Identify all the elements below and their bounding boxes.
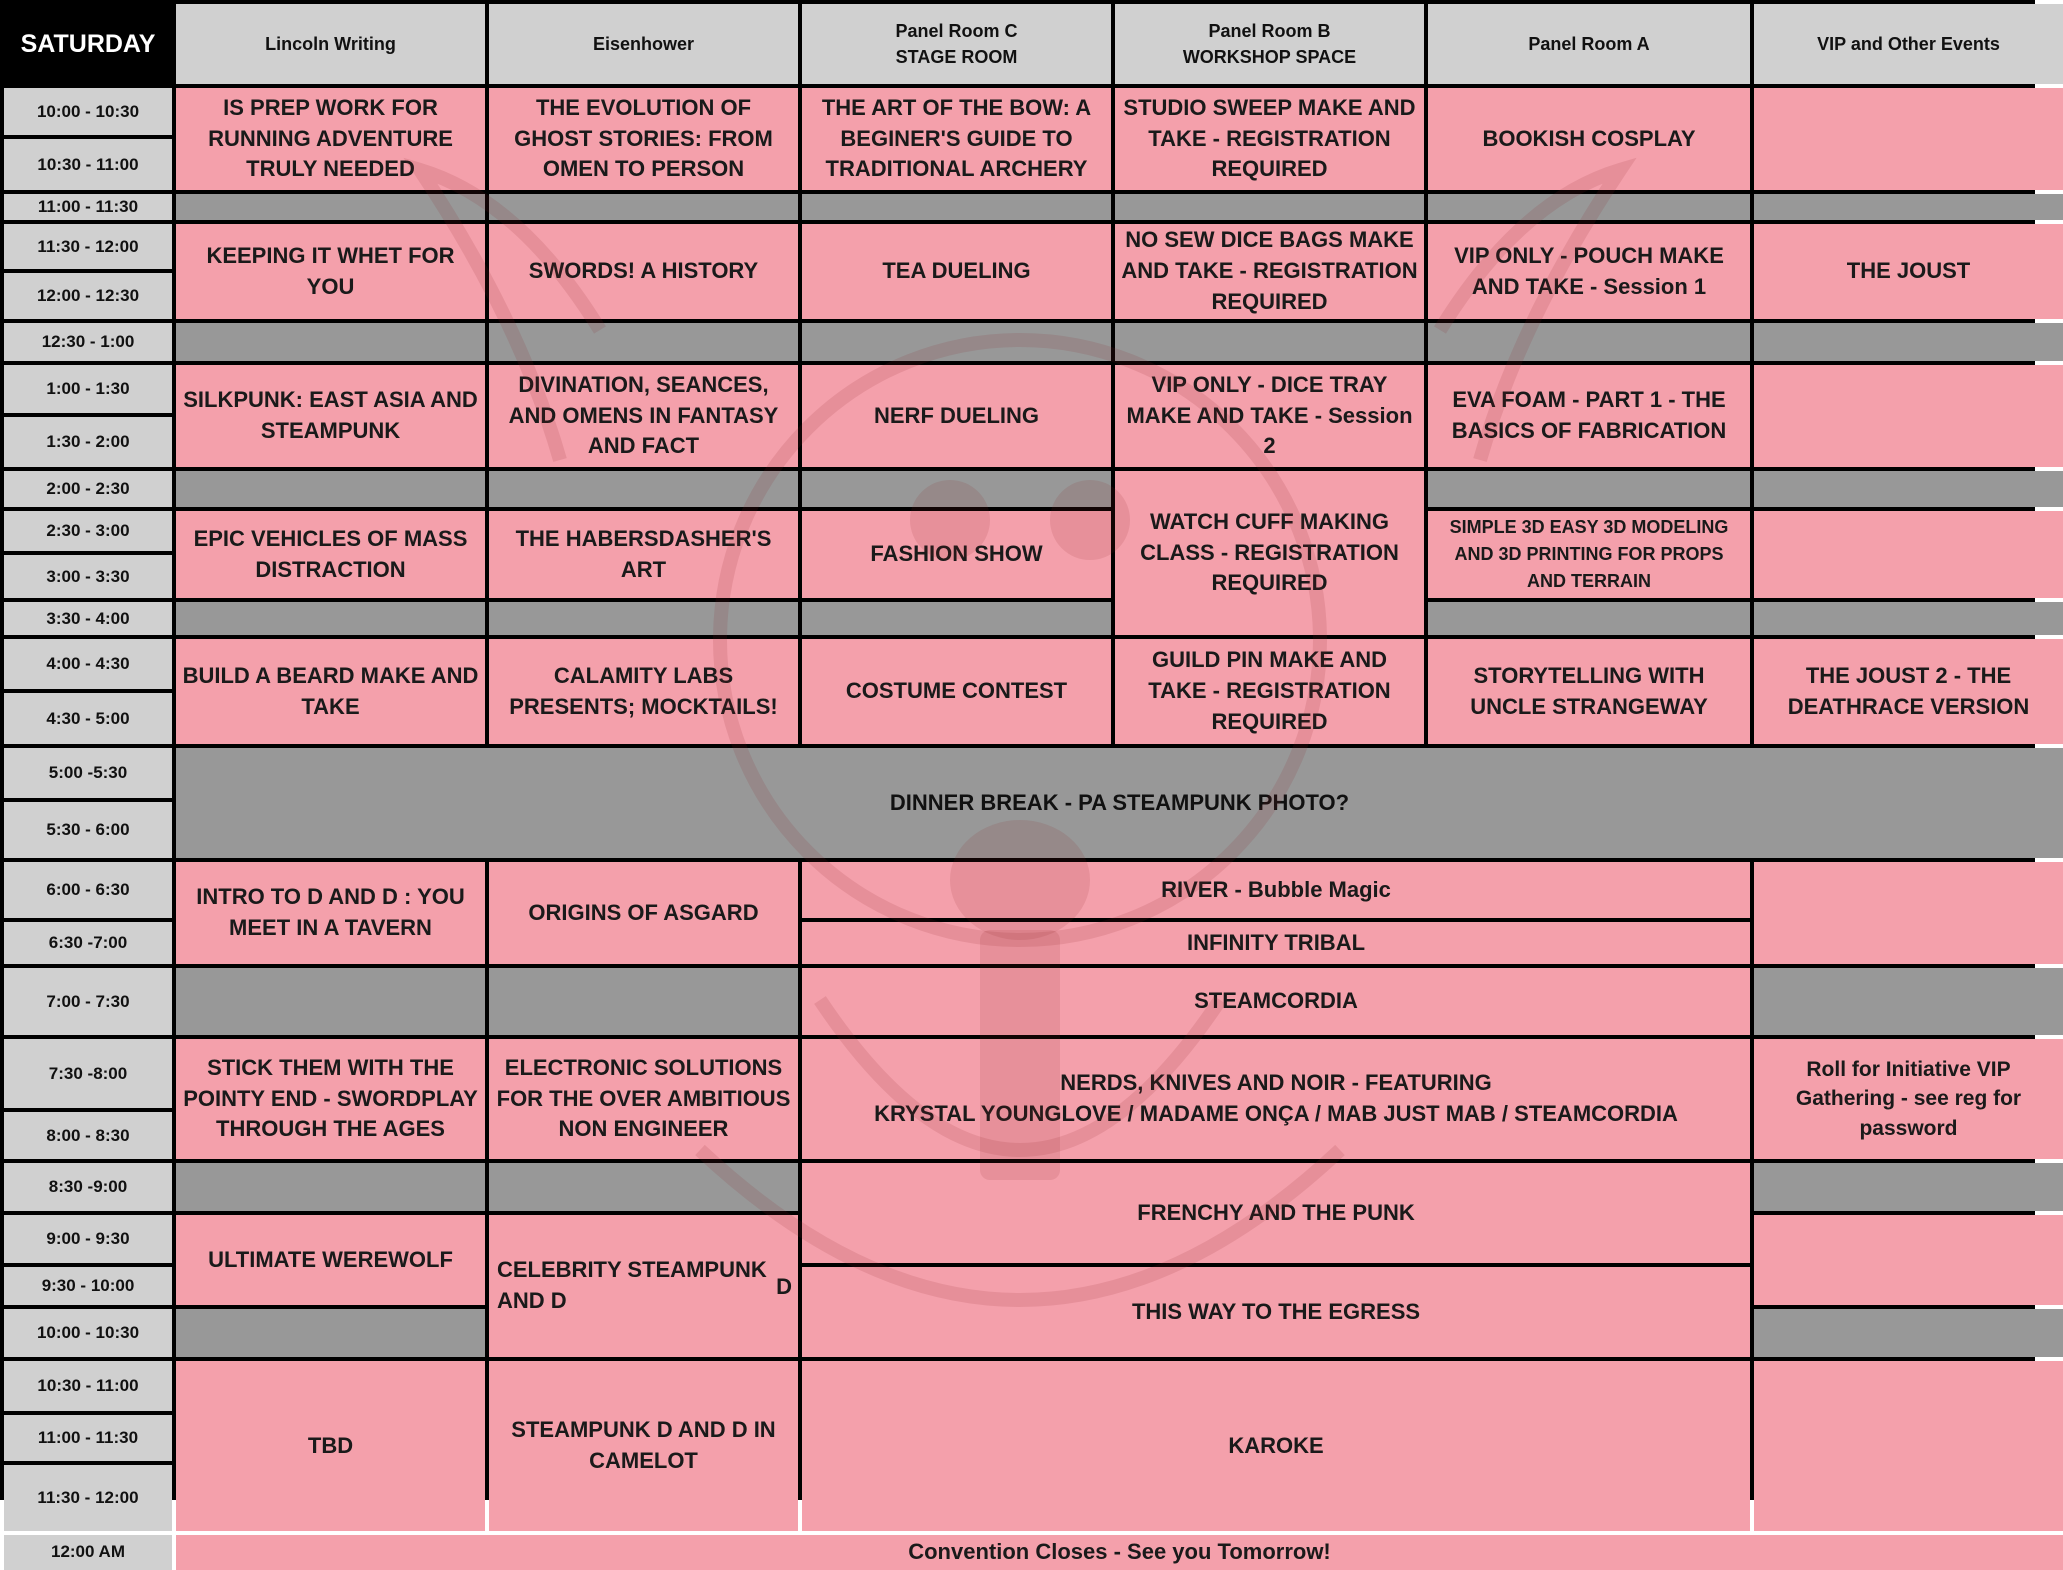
time-slot: 12:30 - 1:00 [4,323,172,361]
break-slot [1754,602,2063,635]
event-tbd: TBD [176,1361,485,1531]
room-header-panel-a: Panel Room A [1428,4,1750,84]
day-label: SATURDAY [4,4,172,84]
break-slot [176,602,485,635]
event-beard-make: BUILD A BEARD MAKE AND TAKE [176,639,485,744]
break-slot [489,471,798,507]
event-bookish-cosplay: BOOKISH COSPLAY [1428,88,1750,190]
time-slot: 11:30 - 12:00 [4,224,172,269]
break-slot [1428,323,1750,361]
event-frenchy: FRENCHY AND THE PUNK [802,1163,1750,1263]
empty-slot [1754,511,2063,598]
event-guild-pin: GUILD PIN MAKE AND TAKE - REGISTRATION REQUIRED [1115,639,1424,744]
room-header-vip: VIP and Other Events [1754,4,2063,84]
break-slot [802,471,1111,507]
break-slot [1754,323,2063,361]
break-slot [489,194,798,220]
break-slot [1428,194,1750,220]
time-slot: 8:00 - 8:30 [4,1112,172,1159]
break-slot [1754,968,2063,1035]
break-slot [802,323,1111,361]
break-slot [1754,471,2063,507]
event-karoke: KAROKE [802,1361,1750,1531]
event-ghost-stories: THE EVOLUTION OF GHOST STORIES: FROM OMEN TO PERSON [489,88,798,190]
break-slot [176,194,485,220]
convention-closes: Convention Closes - See you Tomorrow! [176,1535,2063,1570]
time-slot: 7:00 - 7:30 [4,968,172,1035]
event-joust-2: THE JOUST 2 - THE DEATHRACE VERSION [1754,639,2063,744]
time-slot: 11:00 - 11:30 [4,194,172,220]
event-storytelling: STORYTELLING WITH UNCLE STRANGEWAY [1428,639,1750,744]
event-prep-work: IS PREP WORK FOR RUNNING ADVENTURE TRULY NEEDED [176,88,485,190]
time-slot: 1:30 - 2:00 [4,417,172,467]
event-celebrity-title: CELEBRITY STEAMPUNK AND D [497,1257,767,1313]
time-slot: 5:00 -5:30 [4,748,172,798]
time-slot: 1:00 - 1:30 [4,365,172,413]
event-epic-vehicles: EPIC VEHICLES OF MASS DISTRACTION [176,511,485,598]
break-slot [802,194,1111,220]
empty-slot [1754,88,2063,190]
event-celebrity [489,1215,798,1357]
break-slot [802,602,1111,635]
event-intro-dnd: INTRO TO D AND D : YOU MEET IN A TAVERN [176,862,485,964]
event-eva-foam: EVA FOAM - PART 1 - THE BASICS OF FABRICATION [1428,365,1750,467]
empty-slot [1754,1215,2063,1305]
event-electronic: ELECTRONIC SOLUTIONS FOR THE OVER AMBITIOUS NON ENGINEER [489,1039,798,1159]
break-slot [1754,1163,2063,1211]
event-nerds-knives: NERDS, KNIVES AND NOIR - FEATURING KRYSTAL YOUNGLOVE / MADAME ONÇA / MAB JUST MAB / STEAMCORDIA [802,1039,1750,1159]
time-slot: 10:00 - 10:30 [4,1309,172,1357]
time-slot: 2:30 - 3:00 [4,511,172,551]
break-slot [176,968,485,1035]
event-costume-contest: COSTUME CONTEST [802,639,1111,744]
break-slot [489,323,798,361]
break-slot [1115,194,1424,220]
break-slot [489,602,798,635]
time-slot: 10:00 - 10:30 [4,88,172,135]
event-tea-dueling: TEA DUELING [802,224,1111,319]
event-watch-cuff: WATCH CUFF MAKING CLASS - REGISTRATION REQUIRED [1115,471,1424,635]
event-mocktails: CALAMITY LABS PRESENTS; MOCKTAILS! [489,639,798,744]
event-celebrity-d: D [776,1273,792,1299]
event-werewolf: ULTIMATE WEREWOLF [176,1215,485,1305]
event-studio-sweep: STUDIO SWEEP MAKE AND TAKE - REGISTRATION REQUIRED [1115,88,1424,190]
time-slot: 11:30 - 12:00 [4,1465,172,1531]
time-slot: 4:00 - 4:30 [4,639,172,689]
event-asgard: ORIGINS OF ASGARD [489,862,798,964]
break-slot [176,1163,485,1211]
break-slot [1754,194,2063,220]
event-camelot: STEAMPUNK D AND D IN CAMELOT [489,1361,798,1531]
break-slot [176,471,485,507]
time-slot: 7:30 -8:00 [4,1039,172,1108]
time-slot: 10:30 - 11:00 [4,139,172,190]
dinner-break: DINNER BREAK - PA STEAMPUNK PHOTO? [176,748,2063,858]
event-keeping-whet: KEEPING IT WHET FOR YOU [176,224,485,319]
event-dice-bags: NO SEW DICE BAGS MAKE AND TAKE - REGISTRATION REQUIRED [1115,224,1424,319]
break-slot [176,323,485,361]
room-header-lincoln: Lincoln Writing [176,4,485,84]
time-slot: 12:00 AM [4,1535,172,1570]
break-slot [489,1163,798,1211]
break-slot [489,968,798,1035]
time-slot: 9:00 - 9:30 [4,1215,172,1263]
event-pointy-end: STICK THEM WITH THE POINTY END - SWORDPLAY THROUGH THE AGES [176,1039,485,1159]
time-slot: 12:00 - 12:30 [4,273,172,319]
room-header-panel-c: Panel Room C STAGE ROOM [802,4,1111,84]
break-slot [1754,1309,2063,1357]
empty-slot [1754,365,2063,467]
event-infinity-tribal: INFINITY TRIBAL [802,922,1750,964]
time-slot: 9:30 - 10:00 [4,1267,172,1305]
event-pouch-make: VIP ONLY - POUCH MAKE AND TAKE - Session 1 [1428,224,1750,319]
event-nerf-dueling: NERF DUELING [802,365,1111,467]
empty-slot [1754,1361,2063,1531]
event-swords-history: SWORDS! A HISTORY [489,224,798,319]
time-slot: 6:00 - 6:30 [4,862,172,918]
event-habersdasher: THE HABERSDASHER'S ART [489,511,798,598]
time-slot: 2:00 - 2:30 [4,471,172,507]
break-slot [1428,471,1750,507]
time-slot: 11:00 - 11:30 [4,1415,172,1461]
event-egress: THIS WAY TO THE EGRESS [802,1267,1750,1357]
event-dice-tray: VIP ONLY - DICE TRAY MAKE AND TAKE - Session 2 [1115,365,1424,467]
time-slot: 5:30 - 6:00 [4,802,172,858]
event-the-joust: THE JOUST [1754,224,2063,319]
time-slot: 4:30 - 5:00 [4,693,172,744]
time-slot: 10:30 - 11:00 [4,1361,172,1411]
empty-slot [1754,862,2063,964]
time-slot: 6:30 -7:00 [4,922,172,964]
time-slot: 3:30 - 4:00 [4,602,172,635]
event-river: RIVER - Bubble Magic [802,862,1750,918]
break-slot [1115,323,1424,361]
time-slot: 8:30 -9:00 [4,1163,172,1211]
event-silkpunk: SILKPUNK: EAST ASIA AND STEAMPUNK [176,365,485,467]
break-slot [1428,602,1750,635]
time-slot: 3:00 - 3:30 [4,555,172,598]
event-simple-3d: SIMPLE 3D EASY 3D MODELING AND 3D PRINTING FOR PROPS AND TERRAIN [1428,511,1750,598]
event-art-of-bow: THE ART OF THE BOW: A BEGINER'S GUIDE TO TRADITIONAL ARCHERY [802,88,1111,190]
room-header-eisenhower: Eisenhower [489,4,798,84]
event-fashion-show: FASHION SHOW [802,511,1111,598]
room-header-panel-b: Panel Room B WORKSHOP SPACE [1115,4,1424,84]
event-divination: DIVINATION, SEANCES, AND OMENS IN FANTASY AND FACT [489,365,798,467]
event-steamcordia: STEAMCORDIA [802,968,1750,1035]
break-slot [176,1309,485,1357]
event-roll-initiative: Roll for Initiative VIP Gathering - see reg for password [1754,1039,2063,1159]
